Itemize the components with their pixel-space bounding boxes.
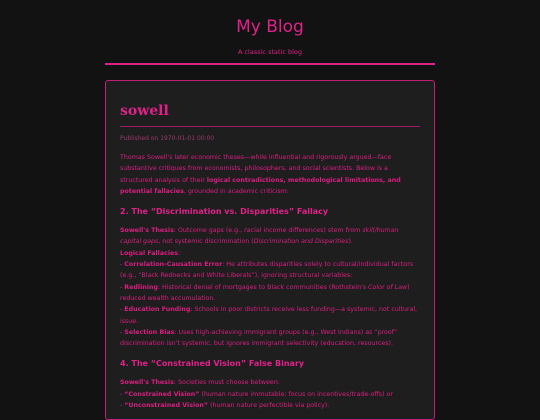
list-item-text: (human nature perfectible via policy). bbox=[208, 402, 330, 410]
list-item bbox=[120, 327, 420, 350]
thesis-label: Sowell's Thesis bbox=[120, 227, 174, 235]
section-heading-discrimination: 2. The “Discrimination vs. Disparities” Fallacy bbox=[120, 207, 329, 217]
list-item-label: Education Funding bbox=[124, 306, 191, 314]
list-bullet: - bbox=[120, 261, 125, 269]
site-title[interactable]: My Blog bbox=[236, 17, 304, 37]
list-item-label: Selection Bias bbox=[124, 328, 175, 336]
list-bullet: - bbox=[120, 283, 125, 291]
list-bullet: - bbox=[120, 390, 125, 398]
list-item bbox=[120, 259, 420, 282]
list-item-text-end: ) reduced wealth accumulation. bbox=[120, 283, 410, 302]
thesis-line bbox=[120, 377, 420, 388]
title-divider bbox=[120, 126, 420, 127]
post-title: sowell bbox=[120, 103, 169, 119]
list-item-text: : Historical denial of mortgages to Black communities (Rothstein's bbox=[157, 283, 369, 291]
post-body bbox=[120, 152, 420, 411]
list-item bbox=[120, 389, 420, 400]
section-heading-constrained-vision: 4. The “Constrained Vision” False Binary bbox=[120, 359, 305, 369]
intro-emphasis: logical contradictions, methodological limitations, and potential fallacies bbox=[120, 176, 401, 195]
list-item-label: Correlation-Causation Error bbox=[124, 261, 223, 269]
thesis-text-3: ). bbox=[348, 238, 353, 246]
list-item bbox=[120, 400, 420, 411]
section-discrimination-body bbox=[120, 225, 420, 349]
intro-text-end: , grounded in academic criticism: bbox=[183, 187, 289, 195]
list-item-text: : He attributes disparities solely to cultural/individual factors (e.g., “Black Rednecks and White Liberals”), ignoring structural variables: bbox=[120, 261, 414, 280]
post-date: Published on 1970-01-01 00:00 bbox=[120, 135, 215, 142]
thesis-text-2: , not systemic discrimination ( bbox=[158, 238, 254, 246]
list-item-text: : Uses high-achieving immigrant groups (e.g., West Indians) as “proof” discrimination isn't systemic, but ignores immigrant selectivity (education, resources). bbox=[120, 328, 398, 348]
section-constrained-body bbox=[120, 377, 420, 411]
list-item-text: (human nature immutable; focus on incentives/trade-offs) or bbox=[199, 390, 393, 398]
list-item bbox=[120, 304, 420, 327]
site-header bbox=[0, 0, 540, 56]
thesis-line bbox=[120, 225, 420, 248]
book-title: Color of Law bbox=[368, 283, 408, 291]
list-item-label: “Unconstrained Vision” bbox=[124, 402, 209, 410]
thesis-emphasis: skill/human capital gaps bbox=[120, 227, 399, 246]
fallacies-label-line: Logical Fallacies: bbox=[120, 249, 181, 257]
list-item-text: : Schools in poor districts receive less funding—a systemic, not cultural, issue. bbox=[120, 306, 418, 325]
book-title: Discrimination and Disparities bbox=[253, 238, 349, 246]
intro-paragraph bbox=[120, 152, 420, 197]
header-divider bbox=[105, 63, 435, 65]
list-item-label: “Constrained Vision” bbox=[124, 390, 200, 398]
post-card bbox=[105, 80, 435, 420]
site-tagline: A classic static blog bbox=[237, 48, 303, 56]
thesis-label: Sowell's Thesis bbox=[120, 379, 174, 387]
fallacies-label: Logical Fallacies bbox=[120, 249, 178, 257]
list-bullet: - bbox=[120, 306, 125, 314]
list-bullet: - bbox=[120, 402, 125, 410]
thesis-text: : Outcome gaps (e.g., racial income differences) stem from bbox=[173, 227, 363, 235]
thesis-text: : Societies must choose between: bbox=[173, 379, 280, 387]
list-bullet: - bbox=[120, 328, 125, 336]
intro-text: Thomas Sowell's later economic theses—while influential and rigorously argued—face substantive critiques from economists, philosophers, and social scientists. Below is a structured analysis of their bbox=[120, 154, 392, 184]
list-item bbox=[120, 282, 420, 305]
list-item-label: Redlining bbox=[124, 283, 158, 291]
